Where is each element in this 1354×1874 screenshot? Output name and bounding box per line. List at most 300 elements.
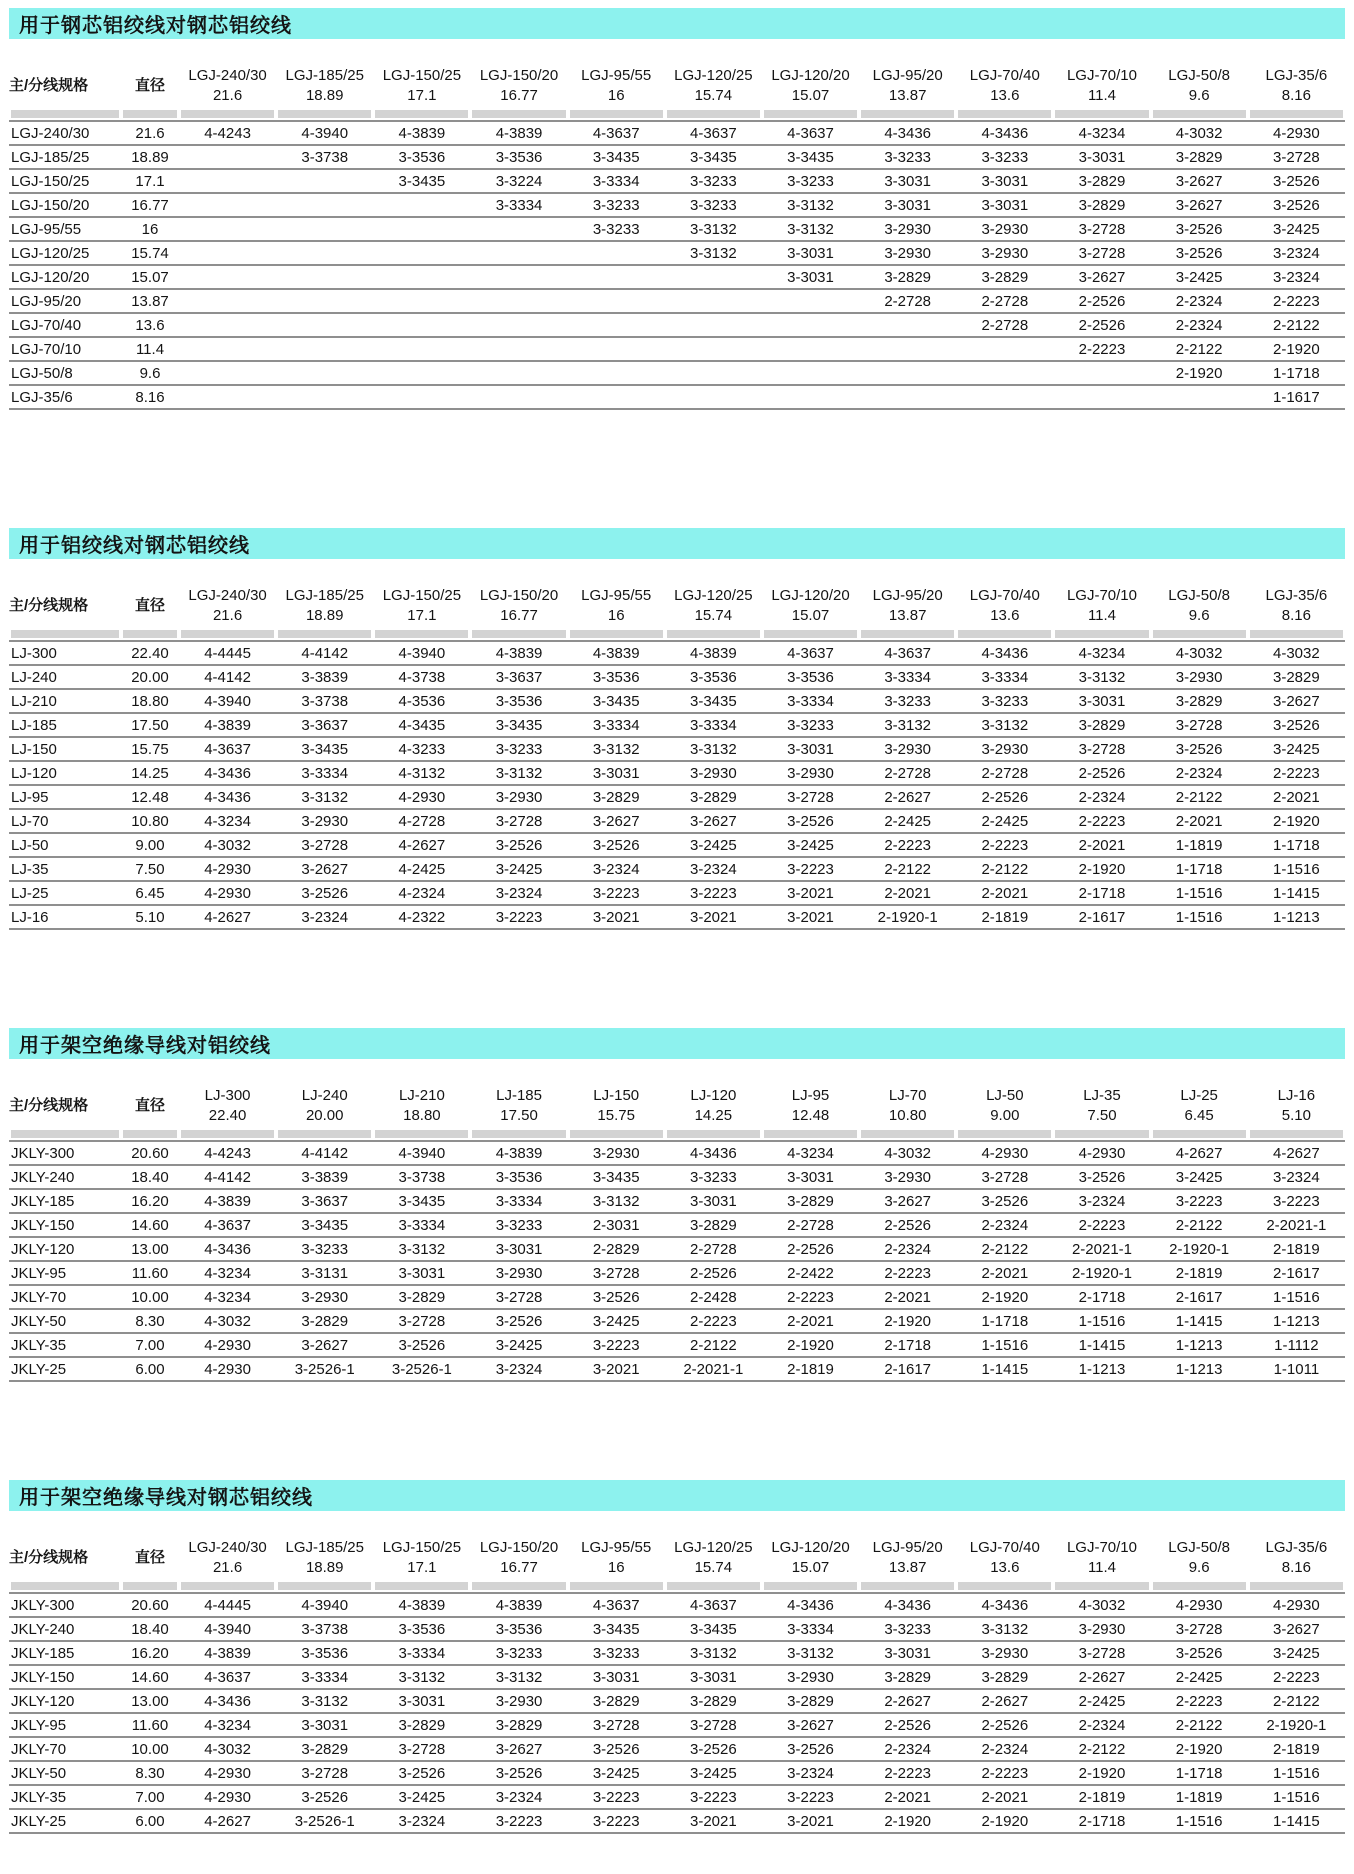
column-spec-label: LGJ-185/25 — [285, 67, 364, 84]
value-cell: 4-3436 — [179, 1689, 276, 1713]
column-spec-label: LJ-300 — [204, 1087, 251, 1104]
header-separator-band — [9, 107, 121, 121]
value-cell: 3-3233 — [859, 1617, 956, 1641]
row-diameter-cell: 16.20 — [121, 1641, 179, 1665]
value-cell: 3-2526 — [1248, 169, 1345, 193]
value-cell: 3-2526 — [1151, 737, 1248, 761]
row-diameter-cell: 8.16 — [121, 385, 179, 409]
value-cell: 3-3637 — [276, 1189, 373, 1213]
column-header — [276, 1537, 373, 1579]
value-cell: 3-2425 — [470, 857, 567, 881]
value-cell: 3-2425 — [1151, 1165, 1248, 1189]
value-cell: 3-3334 — [276, 1665, 373, 1689]
section-aluminum-to-steel-core — [9, 528, 1345, 930]
column-spec-label: LGJ-120/20 — [771, 67, 850, 84]
row-diameter-cell: 5.10 — [121, 905, 179, 929]
row-spec-cell: LGJ-120/25 — [9, 241, 121, 265]
value-cell: 4-3738 — [373, 665, 470, 689]
header-separator-band — [665, 627, 762, 641]
value-cell: 1-1415 — [956, 1357, 1053, 1381]
column-spec-label: LGJ-150/20 — [479, 1539, 559, 1556]
value-cell: 2-2223 — [859, 1761, 956, 1785]
value-cell: 3-3233 — [276, 1237, 373, 1261]
value-cell: 3-3233 — [470, 737, 567, 761]
row-spec-cell: JKLY-120 — [9, 1689, 121, 1713]
value-cell: 3-2728 — [1053, 241, 1150, 265]
column-spec-label: LJ-16 — [1277, 1087, 1316, 1104]
value-cell: 3-2526 — [373, 1761, 470, 1785]
value-cell: 3-2526 — [1248, 193, 1345, 217]
column-diameter-label: 13.6 — [990, 87, 1020, 104]
value-cell: 3-2526 — [470, 1309, 567, 1333]
column-diameter-label: 15.07 — [791, 87, 830, 104]
row-diameter-cell: 12.48 — [121, 785, 179, 809]
value-cell: 3-3536 — [470, 1165, 567, 1189]
row-spec-cell: LGJ-120/20 — [9, 265, 121, 289]
value-cell — [179, 241, 276, 265]
value-cell: 2-2829 — [568, 1237, 665, 1261]
value-cell: 3-2930 — [1053, 1617, 1150, 1641]
column-header — [470, 1537, 567, 1579]
table-header-row — [9, 1085, 1345, 1127]
value-cell: 4-3839 — [179, 1189, 276, 1213]
value-cell: 4-2930 — [1248, 121, 1345, 145]
value-cell: 3-3536 — [373, 145, 470, 169]
value-cell: 1-1516 — [1053, 1309, 1150, 1333]
header-separator-band — [859, 1127, 956, 1141]
value-cell — [762, 313, 859, 337]
column-header — [276, 1085, 373, 1127]
value-cell: 3-3131 — [276, 1261, 373, 1285]
value-cell: 2-1819 — [1053, 1785, 1150, 1809]
value-cell: 3-2627 — [568, 809, 665, 833]
column-diameter-label: 18.89 — [305, 607, 344, 624]
value-cell — [665, 385, 762, 409]
value-cell: 2-2122 — [1151, 1213, 1248, 1237]
value-cell: 4-2324 — [373, 881, 470, 905]
value-cell: 3-3536 — [665, 665, 762, 689]
value-cell: 3-3233 — [665, 193, 762, 217]
row-diameter-cell: 15.74 — [121, 241, 179, 265]
table-row — [9, 217, 1345, 241]
value-cell: 4-2930 — [956, 1141, 1053, 1165]
header-separator-band — [762, 1579, 859, 1593]
value-cell: 3-2425 — [1248, 1641, 1345, 1665]
value-cell: 2-2223 — [665, 1309, 762, 1333]
column-spec-label: LGJ-95/20 — [872, 67, 943, 84]
row-spec-cell: JKLY-35 — [9, 1333, 121, 1357]
value-cell: 4-2728 — [373, 809, 470, 833]
value-cell: 2-2122 — [956, 1237, 1053, 1261]
value-cell: 3-2627 — [665, 809, 762, 833]
value-cell: 2-2223 — [956, 833, 1053, 857]
value-cell: 2-2324 — [1151, 289, 1248, 313]
value-cell: 2-2223 — [1248, 289, 1345, 313]
value-cell: 4-3839 — [470, 121, 567, 145]
value-cell: 4-3436 — [859, 121, 956, 145]
value-cell: 2-2021-1 — [1053, 1237, 1150, 1261]
row-spec-cell: LGJ-50/8 — [9, 361, 121, 385]
value-cell: 4-2627 — [179, 1809, 276, 1833]
value-cell: 3-2223 — [568, 1809, 665, 1833]
value-cell: 3-3435 — [762, 145, 859, 169]
value-cell: 4-3032 — [1151, 641, 1248, 665]
value-cell: 4-3839 — [373, 121, 470, 145]
header-separator-band — [1151, 1579, 1248, 1593]
table-row — [9, 857, 1345, 881]
value-cell: 2-2728 — [956, 289, 1053, 313]
header-separator-band — [762, 627, 859, 641]
value-cell: 3-3233 — [470, 1641, 567, 1665]
value-cell: 2-2627 — [859, 1689, 956, 1713]
column-diameter-label: 6.45 — [1184, 1107, 1214, 1124]
value-cell: 2-2021 — [956, 881, 1053, 905]
value-cell: 3-3435 — [665, 145, 762, 169]
column-header — [665, 585, 762, 627]
table-row — [9, 1141, 1345, 1165]
value-cell — [665, 265, 762, 289]
table-row — [9, 1713, 1345, 1737]
row-spec-cell: LGJ-150/20 — [9, 193, 121, 217]
value-cell — [859, 385, 956, 409]
value-cell: 2-2425 — [859, 809, 956, 833]
column-diameter-label: 16.77 — [500, 87, 538, 104]
value-cell — [1053, 385, 1150, 409]
row-spec-cell: JKLY-70 — [9, 1285, 121, 1309]
column-header — [1151, 1537, 1248, 1579]
row-spec-cell: LJ-300 — [9, 641, 121, 665]
header-separator-band — [121, 1579, 179, 1593]
column-header — [179, 1085, 276, 1127]
value-cell: 3-2627 — [762, 1713, 859, 1737]
value-cell: 2-2526 — [665, 1261, 762, 1285]
table-row — [9, 1617, 1345, 1641]
value-cell: 3-3334 — [373, 1641, 470, 1665]
column-spec-label: LGJ-240/30 — [188, 1539, 267, 1556]
value-cell: 4-3637 — [179, 1665, 276, 1689]
column-diameter-label: 15.74 — [694, 607, 733, 624]
value-cell — [859, 337, 956, 361]
value-cell: 3-3224 — [470, 169, 567, 193]
value-cell: 3-2425 — [470, 1333, 567, 1357]
column-header — [956, 1537, 1053, 1579]
value-cell: 3-3132 — [568, 737, 665, 761]
value-cell: 2-1920 — [859, 1809, 956, 1833]
value-cell: 3-3637 — [276, 713, 373, 737]
value-cell: 3-3738 — [373, 1165, 470, 1189]
header-separator-band — [568, 1127, 665, 1141]
value-cell: 2-2526 — [956, 785, 1053, 809]
column-diameter-label: 14.25 — [694, 1107, 733, 1124]
value-cell: 3-3031 — [665, 1665, 762, 1689]
value-cell: 2-1920 — [1053, 1761, 1150, 1785]
value-cell: 3-2223 — [665, 881, 762, 905]
value-cell: 4-3839 — [373, 1593, 470, 1617]
value-cell: 3-2829 — [1151, 689, 1248, 713]
value-cell: 2-2122 — [1248, 313, 1345, 337]
column-header — [762, 585, 859, 627]
value-cell: 3-3536 — [373, 1617, 470, 1641]
value-cell: 3-3233 — [762, 169, 859, 193]
value-cell — [470, 385, 567, 409]
value-cell: 3-2829 — [1151, 145, 1248, 169]
row-spec-cell: JKLY-95 — [9, 1713, 121, 1737]
header-separator-band — [470, 627, 567, 641]
column-spec-label: LJ-240 — [301, 1087, 348, 1104]
header-separator-band — [9, 627, 121, 641]
value-cell: 2-2223 — [859, 1261, 956, 1285]
column-diameter-label: 11.4 — [1087, 607, 1117, 624]
value-cell: 3-3536 — [470, 1617, 567, 1641]
value-cell: 3-3334 — [665, 713, 762, 737]
value-cell — [276, 313, 373, 337]
header-separator-band — [1053, 107, 1150, 121]
value-cell: 3-2021 — [568, 1357, 665, 1381]
value-cell: 2-2122 — [1151, 1713, 1248, 1737]
value-cell: 3-2829 — [276, 1309, 373, 1333]
column-spec-label: LGJ-120/25 — [674, 587, 753, 604]
value-cell: 1-1213 — [1151, 1333, 1248, 1357]
table-row — [9, 665, 1345, 689]
value-cell: 3-2930 — [665, 761, 762, 785]
value-cell: 2-2122 — [956, 857, 1053, 881]
table-row — [9, 121, 1345, 145]
table-row — [9, 905, 1345, 929]
header-separator-band — [121, 107, 179, 121]
row-diameter-cell: 18.80 — [121, 689, 179, 713]
table-row — [9, 145, 1345, 169]
column-diameter-label: 12.48 — [791, 1107, 830, 1124]
value-cell: 2-1920 — [1151, 361, 1248, 385]
value-cell: 4-3637 — [665, 1593, 762, 1617]
value-cell: 3-2829 — [956, 265, 1053, 289]
row-diameter-cell: 16.20 — [121, 1189, 179, 1213]
value-cell: 3-2930 — [859, 737, 956, 761]
value-cell: 3-3031 — [1053, 689, 1150, 713]
table-row — [9, 193, 1345, 217]
column-diameter-label: 15.74 — [694, 1559, 733, 1576]
value-cell: 3-2627 — [1151, 193, 1248, 217]
value-cell: 4-3234 — [1053, 641, 1150, 665]
value-cell: 3-3536 — [470, 689, 567, 713]
value-cell: 3-2526 — [1151, 217, 1248, 241]
row-diameter-cell: 18.40 — [121, 1165, 179, 1189]
value-cell: 1-1415 — [1053, 1333, 1150, 1357]
value-cell: 3-3031 — [859, 1641, 956, 1665]
value-cell — [665, 289, 762, 313]
table-row — [9, 881, 1345, 905]
value-cell: 4-2930 — [1053, 1141, 1150, 1165]
value-cell: 2-1718 — [1053, 1809, 1150, 1833]
value-cell: 1-1819 — [1151, 833, 1248, 857]
value-cell: 3-3435 — [373, 1189, 470, 1213]
value-cell: 2-2324 — [956, 1213, 1053, 1237]
value-cell: 2-2728 — [762, 1213, 859, 1237]
header-separator-band — [121, 1127, 179, 1141]
table-row — [9, 1593, 1345, 1617]
value-cell: 2-2223 — [1053, 809, 1150, 833]
row-spec-cell: LJ-185 — [9, 713, 121, 737]
column-spec-label: LGJ-185/25 — [285, 587, 364, 604]
value-cell: 3-3435 — [373, 169, 470, 193]
value-cell: 3-2728 — [1151, 1617, 1248, 1641]
value-cell: 4-3839 — [568, 641, 665, 665]
compatibility-table-4 — [9, 1537, 1345, 1834]
value-cell: 2-1920 — [1151, 1737, 1248, 1761]
section-insulated-to-aluminum — [9, 1028, 1345, 1382]
value-cell: 2-1920 — [956, 1285, 1053, 1309]
column-spec-label: LJ-185 — [496, 1087, 542, 1104]
column-spec-label: LJ-50 — [986, 1087, 1024, 1104]
value-cell: 3-2829 — [470, 1713, 567, 1737]
value-cell: 3-2526 — [568, 1737, 665, 1761]
value-cell — [276, 217, 373, 241]
section-title: 用于钢芯铝绞线对钢芯铝绞线 — [19, 15, 292, 37]
value-cell: 3-2627 — [859, 1189, 956, 1213]
row-spec-cell: LJ-25 — [9, 881, 121, 905]
value-cell — [373, 337, 470, 361]
value-cell: 3-2829 — [762, 1189, 859, 1213]
value-cell: 3-2627 — [1053, 265, 1150, 289]
value-cell: 2-1920-1 — [1053, 1261, 1150, 1285]
header-separator-band — [762, 1127, 859, 1141]
value-cell: 3-3435 — [470, 713, 567, 737]
header-separator-band — [762, 107, 859, 121]
value-cell — [373, 385, 470, 409]
table-row — [9, 385, 1345, 409]
value-cell: 4-3637 — [179, 1213, 276, 1237]
value-cell: 3-2526 — [276, 881, 373, 905]
value-cell — [762, 337, 859, 361]
value-cell: 3-3132 — [470, 1665, 567, 1689]
value-cell: 3-3233 — [956, 145, 1053, 169]
value-cell: 3-3031 — [859, 169, 956, 193]
value-cell: 3-3132 — [956, 1617, 1053, 1641]
value-cell: 3-3738 — [276, 145, 373, 169]
value-cell: 3-2829 — [568, 785, 665, 809]
value-cell: 3-2425 — [568, 1309, 665, 1333]
value-cell: 3-3031 — [1053, 145, 1150, 169]
value-cell: 2-2223 — [762, 1285, 859, 1309]
header-separator-band — [859, 107, 956, 121]
value-cell: 2-1718 — [1053, 1285, 1150, 1309]
value-cell: 1-1516 — [1248, 1761, 1345, 1785]
column-spec-label: LJ-70 — [888, 1087, 927, 1104]
value-cell: 3-2829 — [665, 785, 762, 809]
value-cell: 3-3132 — [665, 217, 762, 241]
value-cell — [276, 361, 373, 385]
value-cell: 3-2829 — [859, 1665, 956, 1689]
value-cell: 3-3435 — [665, 1617, 762, 1641]
value-cell: 4-3436 — [956, 1593, 1053, 1617]
value-cell — [956, 337, 1053, 361]
column-spec-label: LGJ-185/25 — [285, 1539, 364, 1556]
column-spec-label: LGJ-120/25 — [674, 1539, 753, 1556]
column-spec-label: LGJ-120/25 — [674, 67, 753, 84]
value-cell: 3-3233 — [956, 689, 1053, 713]
value-cell: 3-3132 — [665, 241, 762, 265]
value-cell: 3-2526 — [276, 1785, 373, 1809]
value-cell: 1-1718 — [1151, 1761, 1248, 1785]
value-cell: 3-3031 — [373, 1261, 470, 1285]
value-cell: 3-3334 — [859, 665, 956, 689]
value-cell: 3-2829 — [859, 265, 956, 289]
value-cell: 3-2324 — [1248, 265, 1345, 289]
value-cell: 3-2930 — [470, 1689, 567, 1713]
header-separator-band — [276, 107, 373, 121]
value-cell: 4-3032 — [1053, 1593, 1150, 1617]
value-cell: 3-3536 — [568, 665, 665, 689]
value-cell: 3-3031 — [956, 193, 1053, 217]
column-diameter-label: 7.50 — [1087, 1107, 1117, 1124]
value-cell: 2-2526 — [1053, 313, 1150, 337]
compatibility-table-1 — [9, 65, 1345, 410]
value-cell: 2-1617 — [859, 1357, 956, 1381]
value-cell: 3-3435 — [568, 145, 665, 169]
value-cell: 1-1213 — [1053, 1357, 1150, 1381]
column-header — [859, 1537, 956, 1579]
row-spec-cell: JKLY-150 — [9, 1665, 121, 1689]
value-cell: 1-1516 — [1151, 1809, 1248, 1833]
value-cell: 2-1920 — [1248, 337, 1345, 361]
value-cell: 4-4142 — [179, 665, 276, 689]
table-row — [9, 713, 1345, 737]
value-cell: 4-2930 — [179, 881, 276, 905]
value-cell: 1-1213 — [1248, 1309, 1345, 1333]
value-cell: 2-2021-1 — [1248, 1213, 1345, 1237]
column-header — [373, 1537, 470, 1579]
value-cell: 4-3637 — [859, 641, 956, 665]
column-diameter-label: 16.77 — [500, 607, 538, 624]
row-diameter-cell: 18.89 — [121, 145, 179, 169]
value-cell: 3-2324 — [1053, 1189, 1150, 1213]
value-cell: 3-3435 — [568, 1617, 665, 1641]
column-spec-label: LGJ-70/10 — [1066, 587, 1137, 604]
value-cell: 2-2728 — [859, 761, 956, 785]
column-spec-label: LGJ-120/20 — [771, 1539, 850, 1556]
row-diameter-cell: 7.00 — [121, 1785, 179, 1809]
row-spec-cell: LGJ-70/40 — [9, 313, 121, 337]
value-cell: 3-3031 — [762, 737, 859, 761]
row-spec-cell: LGJ-70/10 — [9, 337, 121, 361]
column-diameter-label: 20.00 — [305, 1107, 344, 1124]
value-cell — [568, 361, 665, 385]
value-cell: 1-1011 — [1248, 1357, 1345, 1381]
value-cell: 3-2930 — [956, 241, 1053, 265]
value-cell: 4-3436 — [859, 1593, 956, 1617]
value-cell: 2-1617 — [1151, 1285, 1248, 1309]
value-cell: 3-2728 — [956, 1165, 1053, 1189]
table-row — [9, 1689, 1345, 1713]
value-cell: 2-2122 — [1248, 1689, 1345, 1713]
column-spec-label: LGJ-35/6 — [1265, 1539, 1328, 1556]
value-cell: 3-2324 — [568, 857, 665, 881]
header-separator-row — [9, 627, 1345, 641]
row-diameter-cell: 13.6 — [121, 313, 179, 337]
column-header — [1053, 1537, 1150, 1579]
value-cell: 4-3436 — [179, 1237, 276, 1261]
value-cell: 3-3233 — [568, 1641, 665, 1665]
row-spec-cell: JKLY-50 — [9, 1309, 121, 1333]
value-cell: 3-2728 — [1053, 217, 1150, 241]
value-cell — [470, 217, 567, 241]
value-cell: 3-2930 — [1151, 665, 1248, 689]
value-cell — [276, 241, 373, 265]
header-separator-row — [9, 1127, 1345, 1141]
compatibility-table-3 — [9, 1085, 1345, 1382]
value-cell: 4-3234 — [1053, 121, 1150, 145]
header-separator-band — [179, 1579, 276, 1593]
